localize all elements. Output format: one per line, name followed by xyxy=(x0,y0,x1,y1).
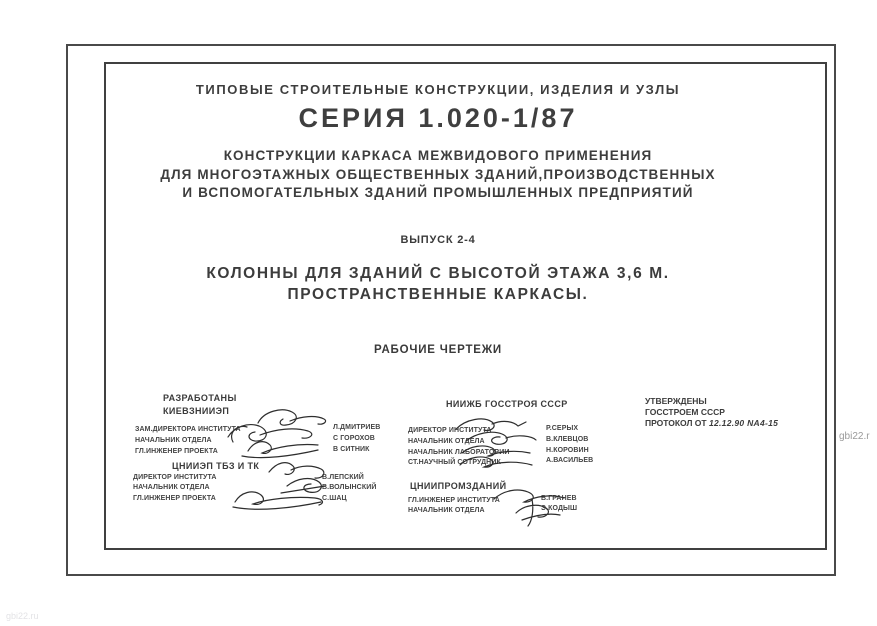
issue-title-line1: КОЛОННЫ ДЛЯ ЗДАНИЙ С ВЫСОТОЙ ЭТАЖА 3,6 М. xyxy=(206,265,670,282)
signer-name: В.ГРАНЕВ xyxy=(541,495,577,502)
signer-name: А.ВАСИЛЬЕВ xyxy=(546,457,594,465)
signature-dmitriev-gorokhov-sitnik xyxy=(218,405,343,463)
org-cniipromzdaniy: ЦНИИПРОМЗДАНИЙ xyxy=(410,481,507,491)
watermark-bottom-left: gbi22.ru xyxy=(6,611,39,621)
issue-number: ВЫПУСК 2-4 xyxy=(400,234,476,246)
signer-name: В.КЛЕВЦОВ xyxy=(546,435,589,443)
signature-granev-kodysh xyxy=(488,485,573,527)
series-description xyxy=(104,147,772,203)
cniiprom-roles xyxy=(408,496,500,517)
signer-name: Н.КОРОВИН xyxy=(546,446,589,454)
signature-serykh-klevtsov-korovin-vasilev xyxy=(448,415,563,475)
issue-title xyxy=(104,264,772,305)
signer-name: С.ШАЦ xyxy=(322,494,347,502)
signer-name: Л.ДМИТРИЕВ xyxy=(333,424,381,431)
role-label: НАЧАЛЬНИК ОТДЕЛА xyxy=(135,436,212,444)
org-cniiep-tbz: ЦНИИЭП ТБЗ И ТК xyxy=(172,461,260,471)
role-label: ДИРЕКТОР ИНСТИТУТА xyxy=(133,474,217,481)
role-label: НАЧАЛЬНИК ОТДЕЛА xyxy=(408,437,485,445)
protocol-prefix: ПРОТОКОЛ ОТ xyxy=(645,418,709,428)
series-description-line3: И ВСПОМОГАТЕЛЬНЫХ ЗДАНИЙ ПРОМЫШЛЕННЫХ ПРЕДПРИЯТИЙ xyxy=(182,185,694,200)
role-label: НАЧАЛЬНИК ЛАБОРАТОРИИ xyxy=(408,448,510,456)
role-label: СТ.НАУЧНЫЙ СОТРУДНИК xyxy=(408,459,501,467)
working-drawings-label: РАБОЧИЕ ЧЕРТЕЖИ xyxy=(373,344,502,356)
document-category-title: ТИПОВЫЕ СТРОИТЕЛЬНЫЕ КОНСТРУКЦИИ, ИЗДЕЛИЯ И УЗЛЫ xyxy=(195,82,681,97)
approved-line1: УТВЕРЖДЕНЫ xyxy=(645,396,707,406)
watermark-right: gbi22.r xyxy=(839,431,870,442)
role-label: ЗАМ.ДИРЕКТОРА ИНСТИТУТА xyxy=(135,426,241,433)
signer-name: С ГОРОХОВ xyxy=(333,434,375,442)
role-label: НАЧАЛЬНИК ОТДЕЛА xyxy=(408,507,485,515)
protocol-handwritten-value: 12.12.90 NА4-15 xyxy=(708,418,779,428)
signer-name: Э.КОДЫШ xyxy=(541,505,578,513)
org-niizhb: НИИЖБ ГОССТРОЯ СССР xyxy=(446,399,568,409)
signer-name: В.ВОЛЫНСКИЙ xyxy=(322,484,377,492)
issue-title-line2: ПРОСТРАНСТВЕННЫЕ КАРКАСЫ. xyxy=(287,285,589,303)
signer-name: Р.СЕРЫХ xyxy=(546,425,579,432)
series-number: СЕРИЯ 1.020-1/87 xyxy=(298,103,578,133)
cniiep-roles xyxy=(133,473,217,504)
org-kievzniiep: КИЕВЗНИИЭП xyxy=(163,406,230,416)
signer-name: В СИТНИК xyxy=(333,445,370,453)
signer-name: В.ЛЕПСКИЙ xyxy=(322,474,364,481)
role-label: ДИРЕКТОР ИНСТИТУТА xyxy=(408,427,492,434)
series-description-line2: ДЛЯ МНОГОЭТАЖНЫХ ОБЩЕСТВЕННЫХ ЗДАНИЙ,ПРОИЗВОДСТВЕННЫХ xyxy=(160,166,716,182)
approved-block xyxy=(645,396,778,429)
approved-protocol xyxy=(645,418,778,429)
approved-line2: ГОССТРОЕМ СССР xyxy=(645,407,725,417)
series-description-line1: КОНСТРУКЦИИ КАРКАСА МЕЖВИДОВОГО ПРИМЕНЕНИЯ xyxy=(223,148,653,163)
role-label: ГЛ.ИНЖЕНЕР ПРОЕКТА xyxy=(135,447,218,455)
signature-lepskiy-volynskiy-shats xyxy=(225,458,345,510)
role-label: ГЛ.ИНЖЕНЕР ИНСТИТУТА xyxy=(408,497,500,504)
role-label: ГЛ.ИНЖЕНЕР ПРОЕКТА xyxy=(133,494,216,502)
role-label: НАЧАЛЬНИК ОТДЕЛА xyxy=(133,484,210,492)
developed-heading: РАЗРАБОТАНЫ xyxy=(163,393,237,403)
